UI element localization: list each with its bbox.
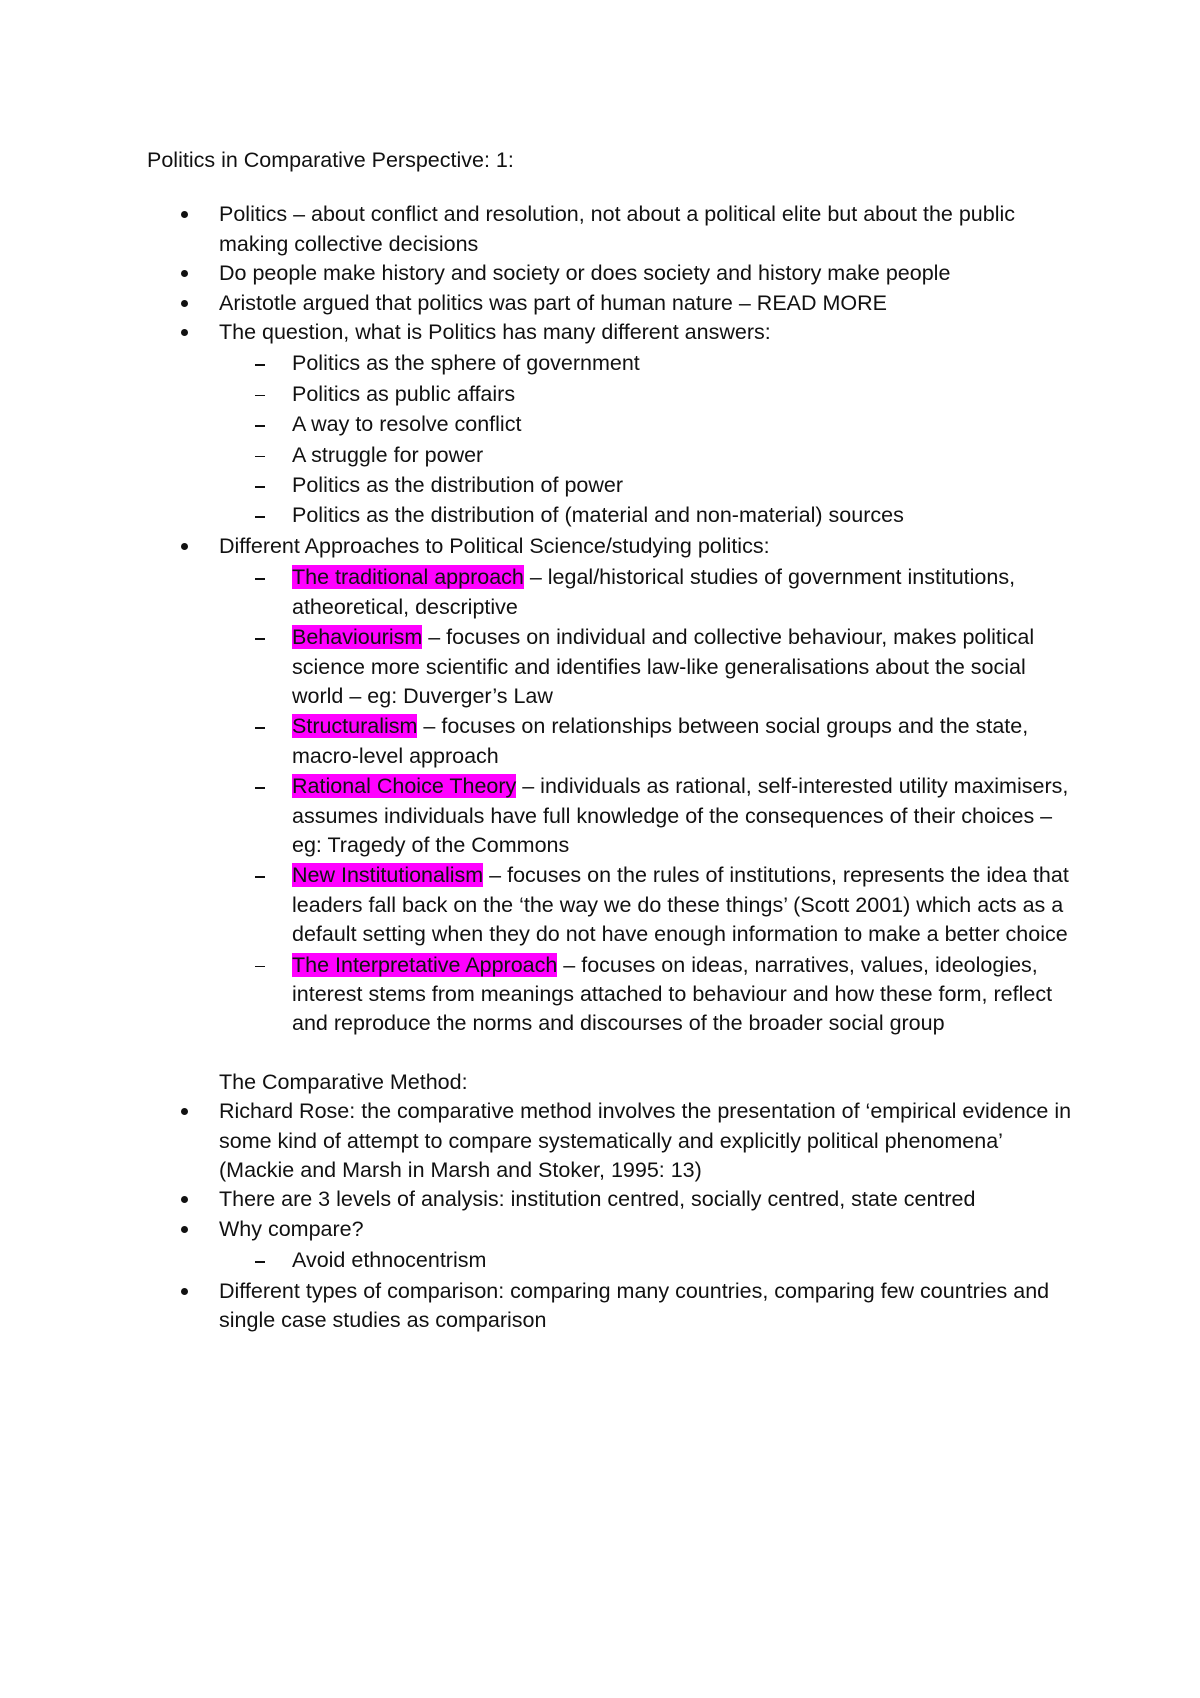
highlighted-term: Structuralism — [292, 714, 418, 739]
approach-item — [219, 861, 1082, 949]
approach-description: – focuses on the rules of institutions, represents the idea that leaders fall back on the ‘the way we do these things’ (Scott 2001) which acts as a default setting when they do not have enough information to make a better choice — [292, 863, 1069, 947]
dash-icon — [255, 1261, 265, 1263]
dash-text: Politics as the distribution of power — [292, 473, 624, 498]
approach-item — [219, 772, 1082, 860]
bullet-icon — [181, 543, 188, 550]
bullet-item — [147, 1277, 1082, 1336]
bullet-item — [147, 200, 1082, 259]
dash-item — [219, 1246, 1082, 1275]
bullet-item — [147, 1097, 1082, 1185]
highlighted-term: Rational Choice Theory — [292, 774, 517, 799]
bullet-icon — [181, 1288, 188, 1295]
dash-icon — [255, 516, 265, 518]
bullet-list-comparative-method — [147, 1097, 1082, 1335]
bullet-icon — [181, 300, 188, 307]
bullet-text: Why compare? — [219, 1216, 364, 1241]
bullet-text: Different types of comparison: comparing many countries, comparing few countries and single case studies as comparison — [219, 1278, 1050, 1333]
dash-item — [219, 380, 1082, 409]
dash-text: Politics as the distribution of (material and non-material) sources — [292, 503, 904, 528]
bullet-item — [147, 1185, 1082, 1214]
bullet-icon — [181, 1108, 188, 1115]
bullet-icon — [181, 211, 188, 218]
dash-list-why-compare — [219, 1246, 1082, 1275]
approach-item — [219, 712, 1082, 771]
dash-icon — [255, 395, 265, 397]
dash-item — [219, 410, 1082, 439]
dash-item — [219, 471, 1082, 500]
bullet-text: Richard Rose: the comparative method involves the presentation of ‘empirical evidence in some kind of attempt to compare systematically and explicitly political phenomena’ (Mackie and Marsh in Marsh and Stoker, 1995: 13) — [219, 1099, 1072, 1182]
bullet-icon — [181, 1196, 188, 1203]
bullet-text: Do people make history and society or does society and history make people — [219, 261, 951, 286]
dash-icon — [255, 486, 265, 488]
dash-icon — [255, 727, 265, 729]
document-body — [147, 146, 1082, 1335]
highlighted-term: New Institutionalism — [292, 863, 484, 888]
highlighted-term: Behaviourism — [292, 625, 423, 650]
dash-list-definitions — [219, 349, 1082, 530]
section-heading-comparative-method: The Comparative Method: — [219, 1069, 468, 1094]
dash-icon — [255, 425, 265, 427]
bullet-text: Different Approaches to Political Science/studying politics: — [219, 533, 770, 558]
bullet-list-politics — [147, 200, 1082, 1038]
dash-icon — [255, 578, 265, 580]
bullet-item — [147, 532, 1082, 1039]
dash-icon — [255, 876, 265, 878]
bullet-icon — [181, 1226, 188, 1233]
bullet-item — [147, 289, 1082, 318]
bullet-text: Politics – about conflict and resolution, not about a political elite but about the public making collective decisions — [219, 202, 1016, 256]
highlighted-term: The traditional approach — [292, 565, 524, 590]
dash-text: A way to resolve conflict — [292, 412, 522, 437]
approach-description: – focuses on individual and collective behaviour, makes political science more scientific and identifies law-like generalisations about the social world – eg: Duverger’s Law — [292, 625, 1035, 708]
bullet-text: There are 3 levels of analysis: institution centred, socially centred, state centred — [219, 1187, 976, 1212]
bullet-text: Aristotle argued that politics was part of human nature – READ MORE — [219, 290, 888, 315]
dash-item — [219, 349, 1082, 378]
dash-text: Avoid ethnocentrism — [292, 1248, 487, 1273]
bullet-item — [147, 259, 1082, 288]
approach-item — [219, 563, 1082, 622]
dash-icon — [255, 966, 265, 968]
dash-icon — [255, 638, 265, 640]
bullet-item — [147, 318, 1082, 531]
bullet-text: The question, what is Politics has many different answers: — [219, 320, 771, 345]
dash-icon — [255, 456, 265, 458]
approach-description: – legal/historical studies of government institutions, atheoretical, descriptive — [292, 565, 1016, 619]
approach-description: – focuses on relationships between social groups and the state, macro-level approach — [292, 714, 1029, 768]
approach-description: – individuals as rational, self-interested utility maximisers, assumes individuals have full knowledge of the consequences of their choices – eg: Tragedy of the Commons — [292, 774, 1069, 857]
dash-icon — [255, 364, 265, 366]
dash-text: Politics as public affairs — [292, 381, 516, 406]
bullet-item — [147, 1215, 1082, 1276]
dash-list-approaches — [219, 563, 1082, 1039]
approach-item — [219, 623, 1082, 711]
dash-text: A struggle for power — [292, 442, 484, 467]
approach-item — [219, 951, 1082, 1039]
bullet-icon — [181, 329, 188, 336]
highlighted-term: The Interpretative Approach — [292, 952, 558, 977]
approach-description: – focuses on ideas, narratives, values, ideologies, interest stems from meanings attached to behaviour and how these form, reflect and reproduce the norms and discourses of the broader social group — [292, 952, 1053, 1036]
document-title: Politics in Comparative Perspective: 1: — [147, 148, 514, 172]
dash-item — [219, 501, 1082, 530]
dash-item — [219, 441, 1082, 470]
bullet-icon — [181, 270, 188, 277]
dash-icon — [255, 787, 265, 789]
dash-text: Politics as the sphere of government — [292, 351, 640, 376]
